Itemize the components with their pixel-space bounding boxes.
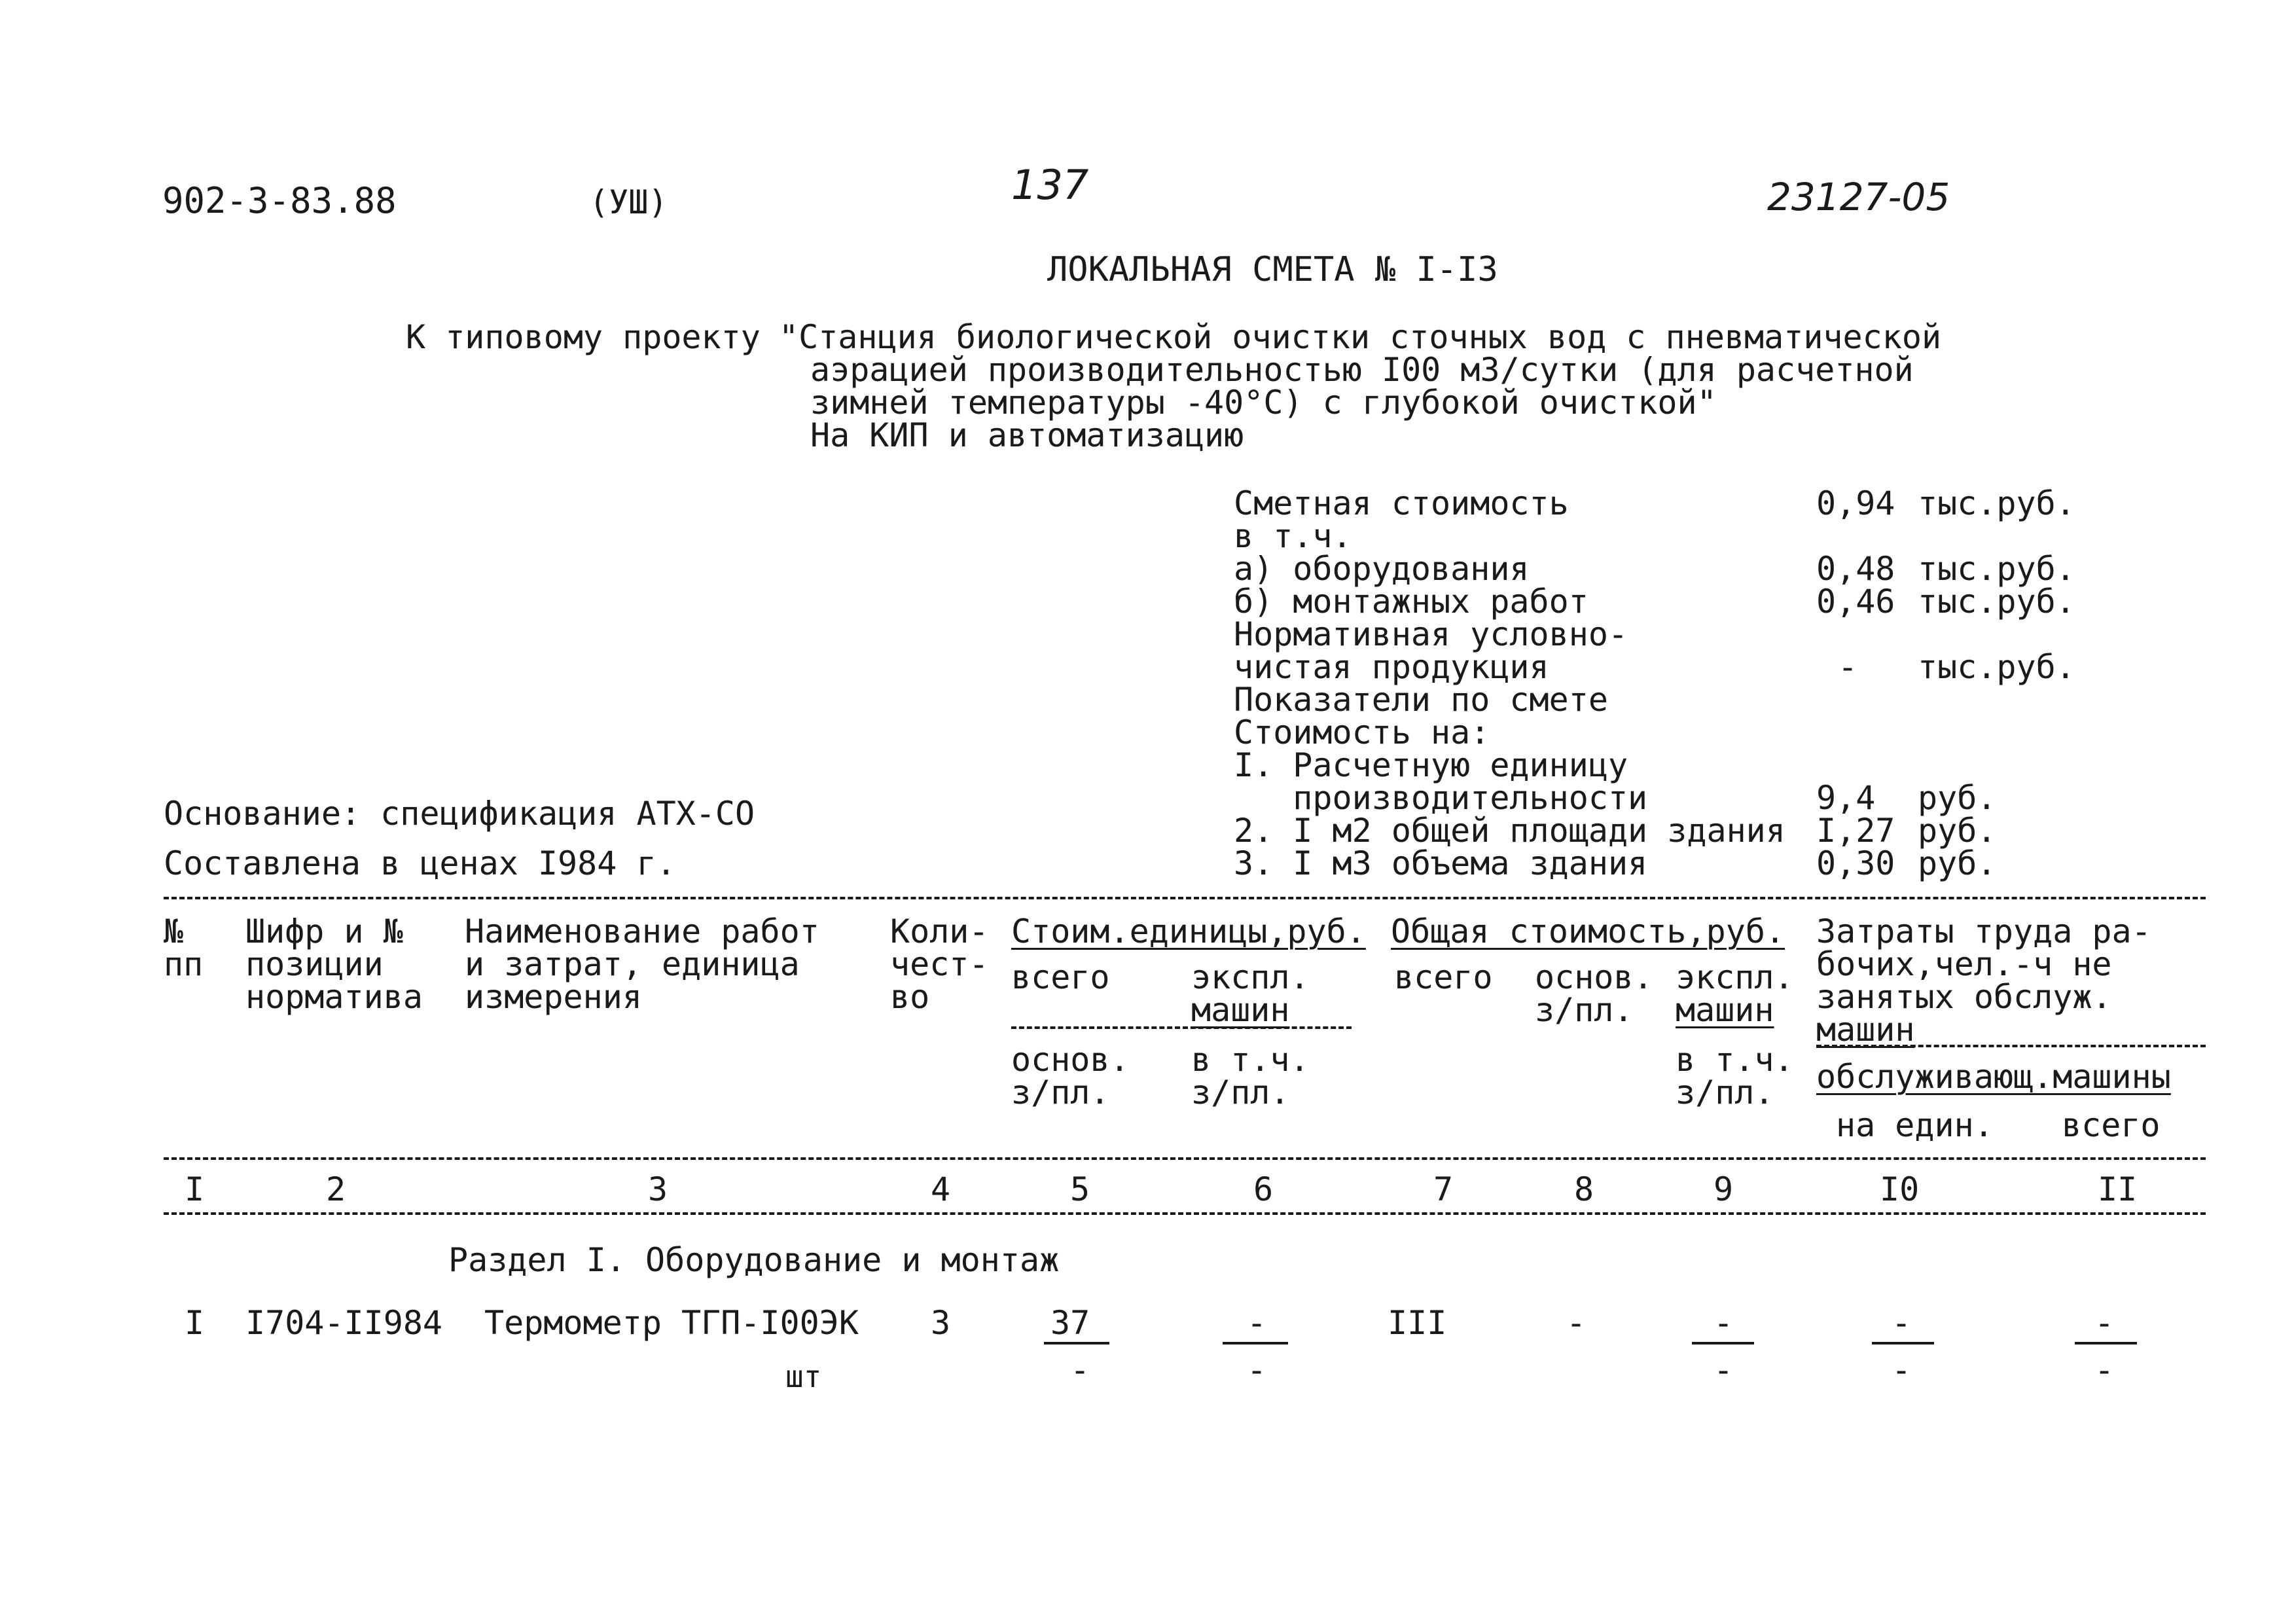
summary-value: 9,4 (1816, 779, 1876, 817)
row-col-7: III (1388, 1304, 1447, 1342)
header-total-cost: Общая стоимость,руб. (1391, 912, 1785, 950)
header-col-1: пп (164, 945, 204, 983)
column-number: 8 (1574, 1170, 1594, 1208)
row-col-5-rule (1044, 1342, 1109, 1344)
summary-value: I,27 (1816, 812, 1895, 850)
header-col-9: экспл. (1676, 958, 1794, 996)
summary-label: б) монтажных работ (1234, 583, 1588, 621)
row-code: I704-II984 (245, 1304, 443, 1342)
header-sub-rule (1011, 1026, 1352, 1029)
section-title: Раздел I. Оборудование и монтаж (448, 1241, 1060, 1279)
header-labor-rule (1816, 1045, 2206, 1047)
summary-label: 2. I м2 общей площади здания (1234, 812, 1785, 850)
header-col-3: и затрат, единица (465, 945, 800, 983)
header-col-5: з/пл. (1011, 1074, 1110, 1111)
subject-line-3: зимней температуры -40°С) с глубокой очисткой" (810, 384, 1717, 422)
row-col-6: - (1247, 1304, 1267, 1342)
row-unit: шт (785, 1359, 822, 1394)
header-col-7: всего (1394, 958, 1493, 996)
project-code: 902-3-83.88 (162, 180, 397, 221)
column-number: 4 (931, 1170, 951, 1208)
summary-value: - (1838, 648, 1858, 686)
header-labor-sub: обслуживающ.машины (1816, 1058, 2171, 1096)
column-number: 9 (1713, 1170, 1734, 1208)
subject-lead: К типовому проекту (406, 318, 761, 356)
summary-value: 0,46 (1816, 583, 1895, 621)
summary-unit: руб. (1918, 812, 1997, 850)
summary-label: Показатели по смете (1234, 681, 1608, 719)
summary-label: в т.ч. (1234, 517, 1352, 555)
header-col-6: в т.ч. (1191, 1041, 1310, 1079)
subject-line-2: аэрацией производительностью I00 м3/сутки (для расчетной (810, 351, 1914, 389)
summary-value: 0,94 (1816, 484, 1895, 522)
basis-line: Основание: спецификация АТХ-СО (164, 795, 755, 833)
header-col-9: з/пл. (1676, 1074, 1774, 1111)
column-number: 7 (1433, 1170, 1454, 1208)
header-col-2: позиции (245, 945, 384, 983)
subject-line-4: На КИП и автоматизацию (810, 416, 1244, 454)
summary-unit: тыс.руб. (1918, 648, 2075, 686)
header-col-4: во (890, 978, 930, 1016)
header-col-2: Шифр и № (245, 912, 403, 950)
row-col-6: - (1247, 1351, 1267, 1389)
header-labor: бочих,чел.-ч не (1816, 945, 2112, 983)
summary-unit: тыс.руб. (1918, 583, 2075, 621)
summary-label: Стоимость на: (1234, 713, 1490, 751)
header-col-6: машин (1191, 991, 1290, 1029)
header-col-10: на един. (1836, 1106, 1994, 1144)
header-col-3: Наименование работ (465, 912, 819, 950)
album-number: (УШ) (589, 183, 668, 221)
prices-line: Составлена в ценах I984 г. (164, 844, 676, 882)
row-name: Термометр ТГП-I00ЭК (484, 1304, 859, 1342)
row-col-8: - (1566, 1304, 1587, 1342)
row-col-9-rule (1692, 1342, 1754, 1344)
column-number: I0 (1880, 1170, 1920, 1208)
column-number: 2 (326, 1170, 346, 1208)
summary-label: Сметная стоимость (1234, 484, 1569, 522)
header-col-6: экспл. (1191, 958, 1310, 996)
document-title: ЛОКАЛЬНАЯ СМЕТА № I-I3 (1047, 250, 1498, 289)
row-col-5: - (1070, 1351, 1090, 1389)
column-number: 5 (1070, 1170, 1090, 1208)
row-col-9: - (1713, 1304, 1734, 1342)
summary-label: а) оборудования (1234, 550, 1530, 588)
header-col-11: всего (2062, 1106, 2161, 1144)
column-number-rule (164, 1212, 2206, 1215)
row-col-10-rule (1872, 1342, 1934, 1344)
row-col-11: - (2094, 1304, 2115, 1342)
header-bottom-rule (164, 1157, 2206, 1160)
summary-unit: руб. (1918, 779, 1997, 817)
header-col-4: Коли- (890, 912, 989, 950)
header-col-5: основ. (1011, 1041, 1130, 1079)
row-col-10: - (1892, 1351, 1912, 1389)
column-number: I (185, 1170, 205, 1208)
row-col-9: - (1713, 1351, 1734, 1389)
page-number: 137 (1011, 161, 1089, 209)
header-col-8: основ. (1535, 958, 1653, 996)
summary-label: 3. I м3 объема здания (1234, 844, 1648, 882)
header-col-6: з/пл. (1191, 1074, 1290, 1111)
summary-value: 0,30 (1816, 844, 1895, 882)
header-col-1: № (164, 912, 184, 950)
header-col-3: измерения (465, 978, 642, 1016)
row-col-10: - (1892, 1304, 1912, 1342)
summary-unit: тыс.руб. (1918, 484, 2075, 522)
header-col-4: чест- (890, 945, 989, 983)
archive-number: 23127-05 (1767, 175, 1950, 219)
row-col-5: 37 (1050, 1304, 1090, 1342)
header-unit-cost: Стоим.единицы,руб. (1011, 912, 1366, 950)
header-col-9: машин (1676, 991, 1774, 1029)
row-qty: 3 (931, 1304, 951, 1342)
header-col-9: в т.ч. (1676, 1041, 1794, 1079)
summary-value: 0,48 (1816, 550, 1895, 588)
summary-label: производительности (1234, 779, 1648, 817)
column-number: II (2098, 1170, 2138, 1208)
row-col-11: - (2094, 1351, 2115, 1389)
subject-line-1: "Станция биологической очистки сточных вод с пневматической (779, 318, 1942, 356)
summary-label: чистая продукция (1234, 648, 1549, 686)
table-top-rule (164, 897, 2206, 899)
header-col-2: норматива (245, 978, 423, 1016)
summary-unit: тыс.руб. (1918, 550, 2075, 588)
summary-label: Нормативная условно- (1234, 615, 1628, 653)
header-labor: машин (1816, 1011, 1915, 1049)
header-labor: занятых обслуж. (1816, 978, 2112, 1016)
header-col-8: з/пл. (1535, 991, 1634, 1029)
row-col-6-rule (1223, 1342, 1288, 1344)
header-labor: Затраты труда ра- (1816, 912, 2151, 950)
summary-unit: руб. (1918, 844, 1997, 882)
summary-label: I. Расчетную единицу (1234, 746, 1628, 784)
row-number: I (185, 1304, 205, 1342)
column-number: 3 (648, 1170, 668, 1208)
column-number: 6 (1253, 1170, 1274, 1208)
header-col-5: всего (1011, 958, 1110, 996)
row-col-11-rule (2075, 1342, 2137, 1344)
